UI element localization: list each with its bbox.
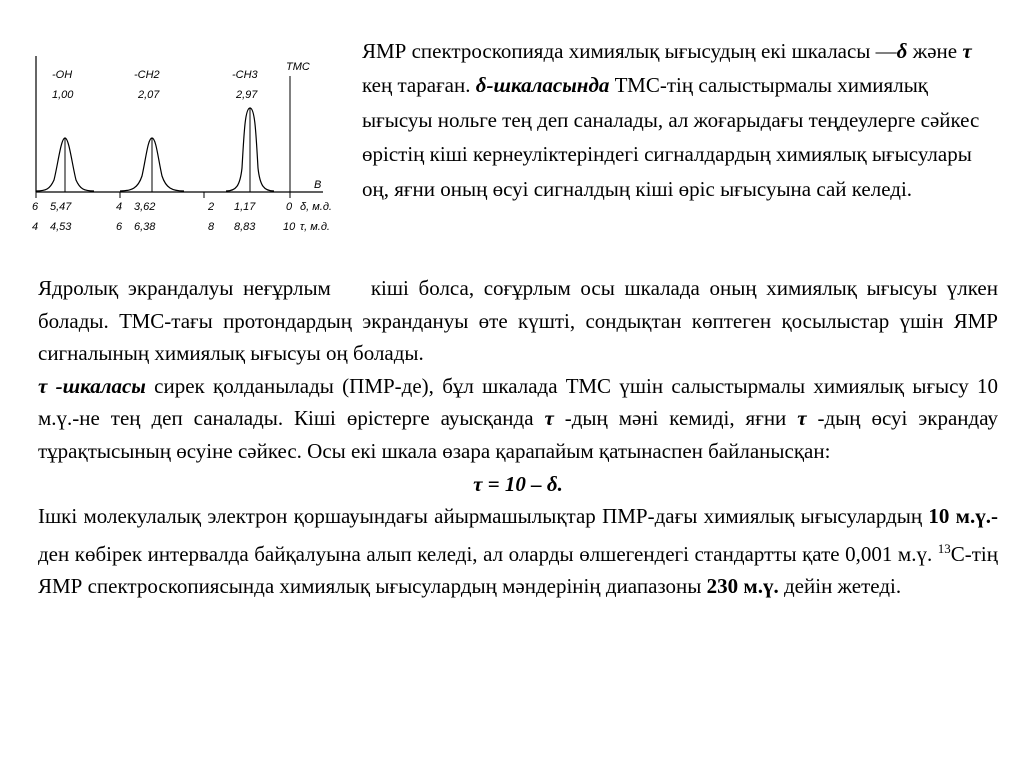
nmr-spectrum-figure (28, 52, 346, 247)
paragraph-tau: τ -шкаласы сирек қолданылады (ПМР-де), бұл шкалада ТМС үшін салыстырмалы химиялық ығысу 10 м.ү.-не тең деп саналады. Кіші өрістерге ауысқанда τ -дың мәні кемиді, яғни τ -дың өсуі экрандау тұрақтысының өсуіне сәйкес. Осы екі шкала өзара қарапайым қатынаспен байланысқан: (38, 373, 998, 463)
tau-tick: 6,38 (134, 221, 156, 233)
tau-axis-label: τ, м.д. (300, 221, 330, 233)
top-paragraph-block (362, 34, 1002, 206)
paragraph-screening: Ядролық экрандалуы неғұрлым кіші болса, соғұрлым осы шкалада оның химиялық ығысуы үлкен болады. ТМС-тағы протондардың экрандануы өте күшті, сондықтан көптеген қосылыстар үшін ЯМР сигналының химиялық ығысуы оң болады. (38, 276, 998, 366)
peak-label-ch2: -CH2 (134, 69, 160, 81)
peak-value-ch3: 2,97 (236, 89, 258, 101)
tau-tick: 4,53 (50, 221, 72, 233)
delta-tick: 0 (286, 201, 293, 213)
tau-tick: 10 (283, 221, 296, 233)
paragraph-range: Ішкі молекулалық электрон қоршауындағы айырмашылықтар ПМР-дағы химиялық ығысулардың 10 м.ү.-ден көбірек интервалда байқалуына алып келеді, ал оларды өлшегендегі стандартты қате 0,001 м.ү. $^{13}$С-тің ЯМР спектроскопиясында химиялық ығысулардың мәндерінің диапазоны 230 м.ү. дейін жетеді. (38, 504, 998, 599)
delta-scale-term: δ-шкаласында (475, 73, 610, 98)
tau-tick: 4 (32, 221, 39, 233)
formula: τ = 10 – δ. (473, 471, 563, 496)
delta-axis-label: δ, м.д. (300, 201, 332, 213)
peak-label-tmc: TMC (286, 61, 310, 73)
tau-tick: 6 (116, 221, 123, 233)
tau-tick: 8,83 (234, 221, 256, 233)
delta-tick: 6 (32, 201, 39, 213)
delta-tick: 5,47 (50, 201, 72, 213)
peak-label-ch3: -CH3 (232, 69, 258, 81)
tau-scale-term: τ -шкаласы (38, 373, 146, 398)
delta-tick: 1,17 (234, 201, 256, 213)
delta-tick: 4 (116, 201, 123, 213)
peak-label-oh: -OH (52, 69, 73, 81)
peak-value-oh: 1,00 (52, 89, 74, 101)
delta-tick: 3,62 (134, 201, 156, 213)
delta-tick: 2 (208, 201, 215, 213)
top-paragraph: ЯМР спектроскопияда химиялық ығысудың екі шкаласы —δ және τ кең тараған. δ-шкаласында ТМС-тің салыстырмалы химиялық ығысуы нольге тең деп саналады, ал жоғарыдағы теңдеулерге сәйкес өрістің кіші кернеуліктеріндегі сигналдардың химиялық ығысулары оң, яғни оның өсуі сигналдың кіші өріс ығысуына сай келеді. (362, 39, 980, 201)
field-label: B (314, 179, 322, 191)
tau-tick: 8 (208, 221, 215, 233)
main-text-block (38, 272, 998, 603)
peak-value-ch2: 2,07 (138, 89, 160, 101)
